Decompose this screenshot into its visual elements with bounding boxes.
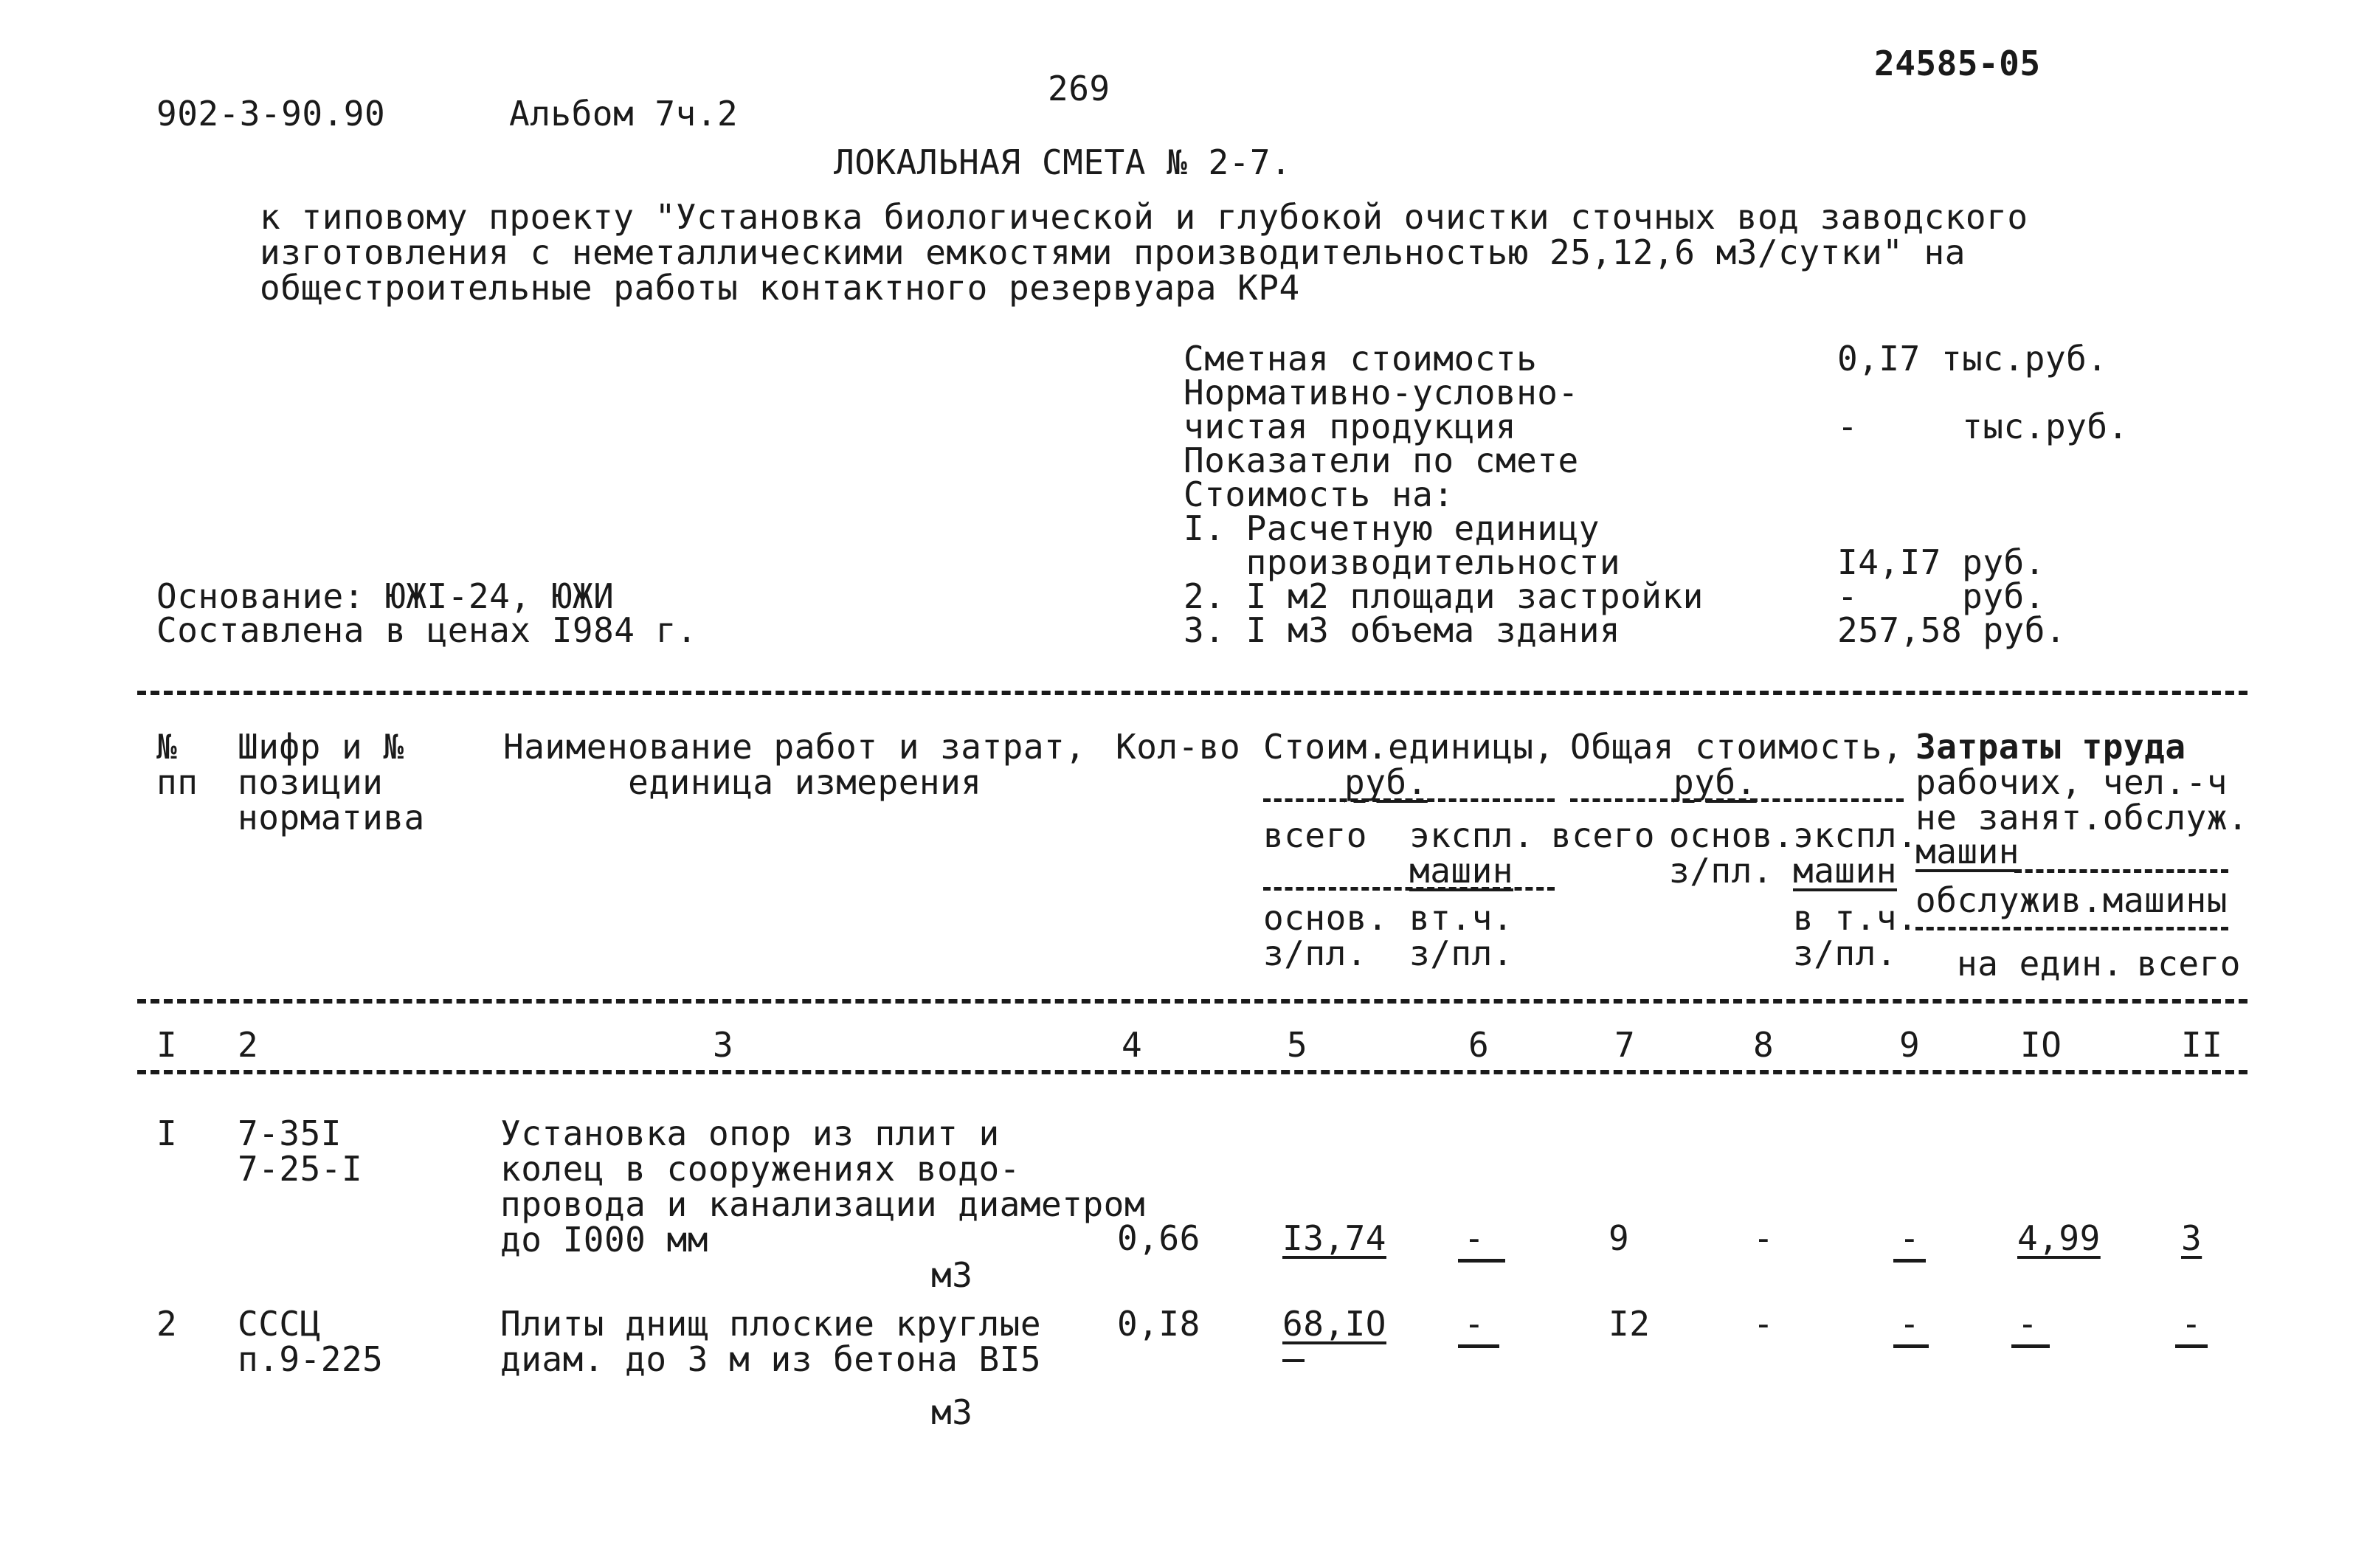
row-labor-per-unit: 4,99 — [2017, 1218, 2101, 1258]
value-underline — [1282, 1359, 1305, 1362]
unit-cost-value: I4,I7 руб. — [1837, 542, 2045, 582]
column-number: 2 — [238, 1025, 259, 1065]
summary-label: производительности — [1184, 542, 1621, 582]
value-underline — [1458, 1259, 1505, 1263]
value-underline — [2011, 1344, 2050, 1348]
value-underline — [2175, 1344, 2208, 1348]
header-unit-wage: з/пл. — [1263, 933, 1367, 973]
header-unit-total: всего — [1263, 815, 1367, 855]
value-underline — [1893, 1344, 1929, 1348]
row-machines-total: - — [1899, 1218, 1921, 1258]
header-name: Наименование работ и затрат, единица измерения — [503, 727, 1086, 802]
row-unit: м3 — [931, 1392, 973, 1432]
row-total-cost: I2 — [1609, 1304, 1651, 1344]
row-total-cost: 9 — [1609, 1218, 1630, 1258]
header-overall-base: основ. — [1669, 815, 1794, 855]
value-underline — [1458, 1344, 1499, 1348]
column-number: 8 — [1753, 1025, 1775, 1065]
column-number: I — [156, 1025, 178, 1065]
row-machines-cost: - — [1464, 1304, 1485, 1344]
description-line: к типовому проекту "Установка биологической и глубокой очистки сточных вод заводского — [260, 197, 2028, 237]
column-number: II — [2181, 1025, 2223, 1065]
album-label: Альбом 7ч.2 — [509, 94, 739, 134]
header-overall-machines: экспл. — [1793, 815, 1918, 855]
row-base-wage: - — [1753, 1304, 1775, 1344]
header-rule — [1570, 798, 1904, 802]
header-quantity: Кол-во — [1116, 727, 1241, 767]
header-rule — [2014, 869, 2228, 873]
volume-cost-value: 257,58 руб. — [1837, 610, 2067, 650]
header-labor-machines: машин — [1915, 832, 2019, 871]
header-overall-incl: в т.ч. — [1793, 898, 1918, 938]
header-total-cost: Общая стоимость, — [1570, 727, 1904, 767]
header-overall-machines-2: машин — [1793, 851, 1897, 891]
row-labor-per-unit: - — [2017, 1304, 2039, 1344]
row-code: 7-35I 7-25-I — [238, 1113, 363, 1189]
row-unit-cost: I3,74 — [1282, 1218, 1386, 1258]
header-labor-not-busy: не занят.обслуж. — [1915, 798, 2249, 837]
row-number: I — [156, 1113, 178, 1153]
estimated-cost-value: 0,I7 тыс.руб. — [1837, 339, 2108, 379]
column-number: 6 — [1468, 1025, 1490, 1065]
summary-label: Нормативно-условно- — [1184, 373, 1579, 412]
header-total-cost-rub: руб. — [1673, 762, 1757, 802]
net-product-value: - тыс.руб. — [1837, 407, 2129, 446]
project-code: 902-3-90.90 — [156, 94, 386, 134]
header-unit-incl-wage: з/пл. — [1409, 933, 1513, 973]
header-unit-cost: Стоим.единицы, — [1263, 727, 1555, 767]
column-number: 5 — [1287, 1025, 1308, 1065]
header-unit-base: основ. — [1263, 898, 1389, 938]
price-year-line: Составлена в ценах I984 г. — [156, 610, 698, 650]
description-line: изготовления с неметаллическими емкостями производительностью 25,12,6 м3/сутки" на — [260, 232, 1966, 272]
row-unit: м3 — [931, 1255, 973, 1295]
header-rule — [1263, 798, 1555, 802]
row-quantity: 0,66 — [1117, 1218, 1200, 1258]
row-labor-total: 3 — [2181, 1218, 2202, 1258]
page-title: ЛОКАЛЬНАЯ СМЕТА № 2-7. — [834, 142, 1292, 182]
header-overall-incl-wage: з/пл. — [1793, 933, 1897, 973]
summary-label: Стоимость на: — [1184, 474, 1454, 514]
header-labor-total: всего — [2137, 944, 2241, 984]
header-code: Шифр и № позиции норматива — [238, 727, 425, 837]
value-underline — [1893, 1259, 1926, 1263]
row-machines-total: - — [1899, 1304, 1921, 1344]
row-name: Установка опор из плит и колец в сооружениях водо- провода и канализации диаметром до I000 мм — [500, 1113, 1146, 1260]
header-labor-per-unit: на един. — [1957, 944, 2124, 984]
column-numbers-rule — [137, 1070, 2247, 1074]
header-overall-total: всего — [1551, 815, 1655, 855]
header-rule — [1915, 927, 2228, 930]
row-base-wage: - — [1753, 1218, 1775, 1258]
header-row-number: № пп — [156, 727, 198, 802]
summary-label: 3. I м3 объема здания — [1184, 610, 1621, 650]
summary-label: I. Расчетную единицу — [1184, 508, 1600, 548]
header-unit-incl: вт.ч. — [1409, 898, 1513, 938]
row-name: Плиты днищ плоские круглые диам. до 3 м из бетона BI5 — [500, 1304, 1042, 1379]
page-number: 269 — [1048, 69, 1110, 108]
row-quantity: 0,I8 — [1117, 1304, 1200, 1344]
header-overall-wage: з/пл. — [1669, 851, 1773, 891]
table-header-rule — [137, 999, 2247, 1004]
summary-label: Показатели по смете — [1184, 441, 1579, 480]
column-number: 7 — [1614, 1025, 1636, 1065]
header-unit-machines: экспл. — [1409, 815, 1535, 855]
area-cost-value: - руб. — [1837, 576, 2045, 616]
basis-line: Основание: ЮЖI-24, ЮЖИ — [156, 576, 615, 616]
row-unit-cost: 68,IO — [1282, 1304, 1386, 1344]
header-unit-cost-rub: руб. — [1344, 762, 1428, 802]
row-number: 2 — [156, 1304, 178, 1344]
summary-label: 2. I м2 площади застройки — [1184, 576, 1704, 616]
row-code: СССЦ п.9-225 — [238, 1304, 384, 1379]
header-labor-workers: рабочих, чел.-ч — [1915, 762, 2228, 802]
table-top-rule — [137, 691, 2247, 695]
header-unit-machines-2: машин — [1409, 851, 1513, 891]
summary-label: чистая продукция — [1184, 407, 1517, 446]
column-number: IO — [2020, 1025, 2062, 1065]
row-machines-cost: - — [1464, 1218, 1485, 1258]
header-labor-serving: обслужив.машины — [1915, 880, 2228, 920]
column-number: 3 — [713, 1025, 734, 1065]
description-line: общестроительные работы контактного резервуара КР4 — [260, 268, 1300, 308]
summary-label: Сметная стоимость — [1184, 339, 1538, 379]
header-rule — [1263, 887, 1555, 891]
header-labor: Затраты труда — [1915, 727, 2186, 767]
row-labor-total: - — [2181, 1304, 2202, 1344]
column-number: 4 — [1122, 1025, 1143, 1065]
column-number: 9 — [1899, 1025, 1921, 1065]
document-number: 24585-05 — [1874, 44, 2041, 83]
